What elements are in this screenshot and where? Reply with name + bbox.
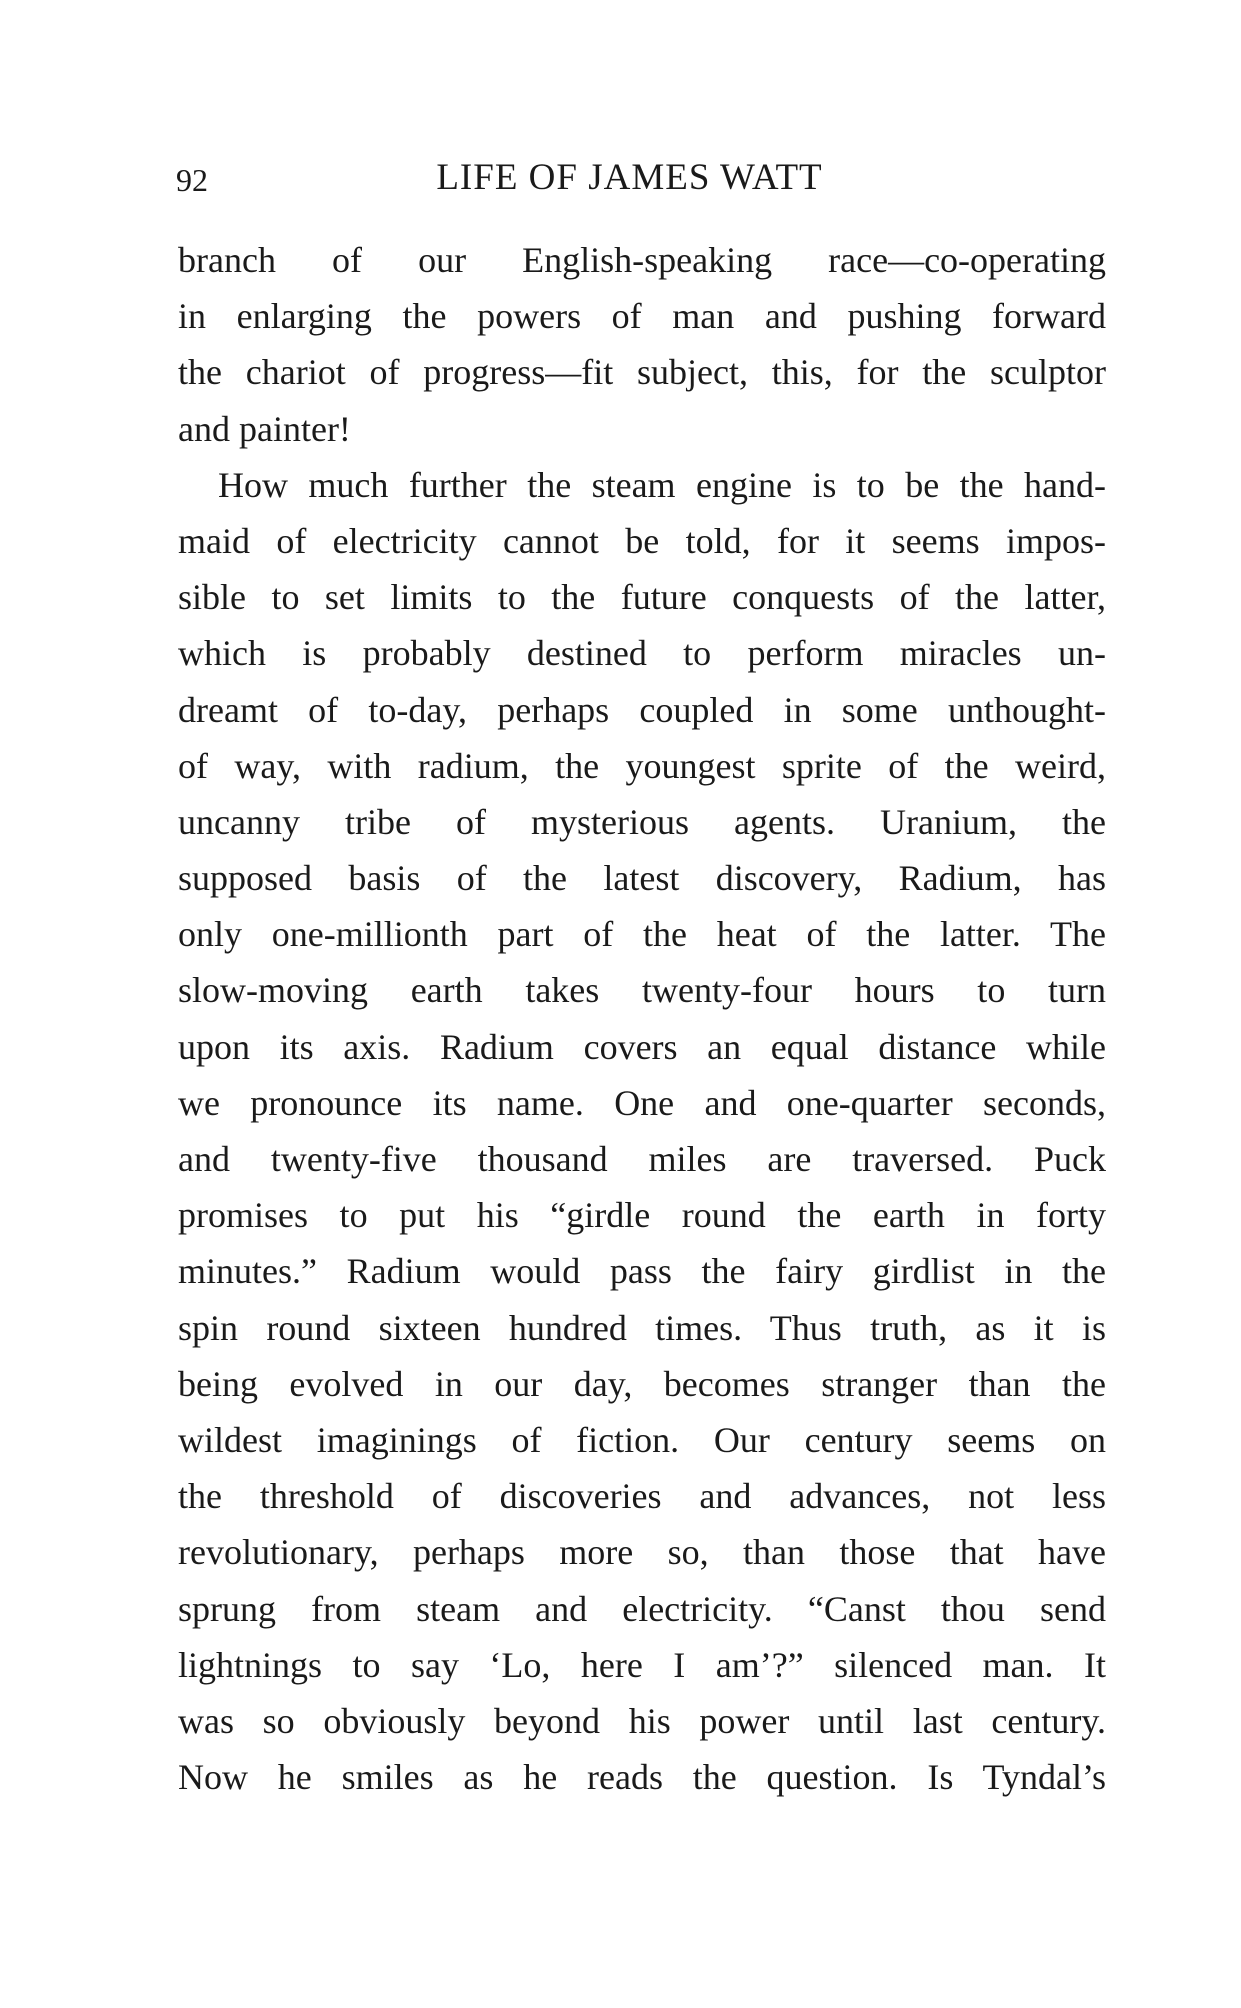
text-line: lightnings to say ‘Lo, here I am’?” silenced man. It bbox=[178, 1644, 1106, 1685]
text-line: wildest imaginings of fiction. Our century seems on bbox=[178, 1419, 1106, 1460]
text-line: only one-millionth part of the heat of the latter. The bbox=[178, 914, 1106, 955]
text-line: being evolved in our day, becomes stranger than the bbox=[178, 1363, 1106, 1404]
text-line: revolutionary, perhaps more so, than those that have bbox=[178, 1532, 1106, 1573]
text-line: maid of electricity cannot be told, for it seems impos- bbox=[178, 520, 1106, 561]
text-line: promises to put his “girdle round the earth in forty bbox=[178, 1195, 1106, 1236]
text-line: was so obviously beyond his power until last century. bbox=[178, 1700, 1106, 1741]
text-line: Now he smiles as he reads the question. Is Tyndal’s bbox=[178, 1757, 1106, 1798]
text-line: and twenty-five thousand miles are traversed. Puck bbox=[178, 1139, 1106, 1179]
text-line: we pronounce its name. One and one-quarter seconds, bbox=[178, 1082, 1106, 1123]
text-line: spin round sixteen hundred times. Thus truth, as it is bbox=[178, 1307, 1106, 1348]
text-line: minutes.” Radium would pass the fairy girdlist in the bbox=[178, 1251, 1106, 1292]
text-line: sible to set limits to the future conquests of the latter, bbox=[178, 577, 1106, 618]
text-line: dreamt of to-day, perhaps coupled in some unthought- bbox=[178, 689, 1106, 730]
text-line: slow-moving earth takes twenty-four hours to turn bbox=[178, 970, 1106, 1011]
text-line: the chariot of progress—fit subject, this, for the sculptor bbox=[178, 352, 1106, 393]
text-line: and painter! bbox=[178, 408, 351, 449]
body-text bbox=[178, 232, 1106, 1805]
paragraph bbox=[178, 457, 1106, 1806]
text-line: How much further the steam engine is to be the hand- bbox=[218, 464, 1106, 505]
paragraph bbox=[178, 232, 1106, 457]
page-number: 92 bbox=[176, 162, 208, 198]
running-head: LIFE OF JAMES WATT bbox=[436, 157, 823, 198]
text-line: of way, with radium, the youngest sprite of the weird, bbox=[178, 745, 1106, 786]
text-line: the threshold of discoveries and advances, not less bbox=[178, 1476, 1106, 1517]
text-line: in enlarging the powers of man and pushing forward bbox=[178, 296, 1106, 337]
text-line: uncanny tribe of mysterious agents. Uranium, the bbox=[178, 801, 1106, 842]
text-line: which is probably destined to perform miracles un- bbox=[178, 633, 1106, 674]
text-line: sprung from steam and electricity. “Canst thou send bbox=[178, 1588, 1106, 1629]
text-line: supposed basis of the latest discovery, Radium, has bbox=[178, 858, 1106, 899]
text-line: upon its axis. Radium covers an equal distance while bbox=[178, 1026, 1106, 1067]
text-line: branch of our English-speaking race—co-operating bbox=[178, 240, 1106, 280]
